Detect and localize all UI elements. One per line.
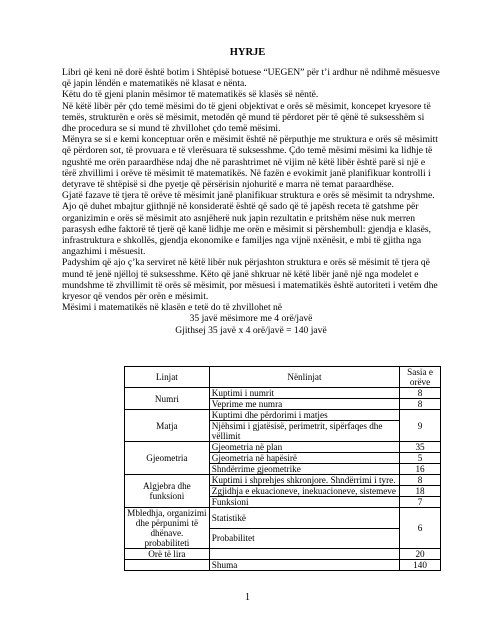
paragraph: Padyshim që ajo ç’ka serviret në këtë libër nuk përjashton struktura e orës së mësimit të tjera që mund të jenë njëlloj të suksesshme. Këto që janë shkruar në këtë libër janë një nga modelet e mundshme të zhvillimit të orës së mësimit, por mësuesi i matematikës është autoriteti i vetëm dhe kryesor që vendos për orën e mësimit. [62,257,438,303]
table-cell: 35 [400,442,441,453]
paragraph: Mënyra se si e kemi konceptuar orën e mësimit është në përputhje me struktura e orës së mësimitt që përdoren sot, të provuara e të vlerësuara të suksesshme. Çdo temë mësimi mësimi ka lidhje të ngushtë me orën paraardhëse ndaj dhe në parashtrimet në vijim në këtë libër është parë si një e tërë zhvillimi i orëve të mësimit të matematikës. Në fazën e evokimit janë planifikuar kontrolli i detyrave të shtëpisë si dhe pyetje që përsërisin njohuritë e marra në temat paraardhëse. [62,134,438,191]
table-cell: Probabilitet [209,528,399,549]
table-row [125,442,441,453]
table-header-row [125,367,441,388]
table-cell: Njëhsimi i gjatësisë, perimetrit, sipërfaqes dhe vëllimit [209,421,399,442]
table-cell: Veprime me numra [209,399,399,410]
table-cell: Gjeometria [125,442,210,475]
table-cell: Funksioni [209,497,399,508]
table-cell: 8 [400,388,441,399]
table-cell: Algjebra dhe funksioni [125,475,210,508]
table-cell: Gjeometria në hapësirë [209,453,399,464]
table-cell: Zgjidhja e ekuacioneve, inekuacioneve, sistemeve [209,486,399,497]
table-cell: Statistikë [209,508,399,529]
table-row [125,388,441,399]
table-row [125,549,441,560]
table-cell: 18 [400,486,441,497]
table-cell: Kuptimi dhe përdorimi i matjes [209,410,399,421]
table-cell: 20 [400,549,441,560]
table-cell: Gjeometria në plan [209,442,399,453]
paragraph: Këtu do të gjeni planin mësimor të matematikës së klasës së nëntë. [62,89,319,101]
column-header: Sasia e orëve [400,367,441,388]
table-cell: Matja [125,410,210,442]
table-cell: Kuptimi i shprehjes shkronjore. Shndërrimi i tyre. [209,475,399,486]
table-cell: Orë të lira [125,549,210,560]
summary-line: 35 javë mësimore me 4 orë/javë [189,313,313,325]
table-row [125,508,441,529]
table-cell: 6 [400,508,441,549]
table-row [125,475,441,486]
document-body [62,67,440,336]
paragraph: Në këtë libër për çdo temë mësimi do të gjeni objektivat e orës së mësimit, koncepet kryesore të temës, strukturën e orës së mësimit, metodën që mund të përdoret për të qënë të suksesshëm si dhe procedura se si mund të zhvillohet çdo temë mësimi. [62,100,431,135]
page-number: 1 [245,592,250,603]
table-cell: 7 [400,497,441,508]
table-cell: Shuma [209,560,399,571]
table-cell: 9 [400,410,441,442]
hours-table [124,366,441,571]
page-title: HYRJE [229,47,266,58]
paragraph: Gjatë fazave të tjera të orëve të mësimit janë planifikuar struktura e orës së mësimit ta ndryshme. [62,190,435,202]
table-cell: Shndërrime gjeometrike [209,464,399,475]
table-cell: Numri [125,388,210,410]
table-cell: 140 [400,560,441,571]
table-cell: Mbledhja, organizimi dhe përpunimi të dhënave. probabiliteti [125,508,210,549]
table-cell: 5 [400,453,441,464]
table-cell: 16 [400,464,441,475]
table-row [125,560,441,571]
table-cell: 8 [400,475,441,486]
table-cell [125,560,210,571]
column-header: Nënlinjat [209,367,399,388]
column-header: Linjat [125,367,210,388]
paragraph: Ajo që duhet mbajtur gjithnjë në konsideratë është që sado që të japësh receta të gatshme për organizimin e orës së mësimit ato asnjëherë nuk japin rezultatin e pritshëm nëse nuk merren parasysh edhe faktorë të tjerë që kanë lidhje me orën e mësimit si përshembull: gjendja e klasës, infrastruktura e shkollës, gjendja ekonomike e familjes nga vijnë nxënësit, e mbi të gjitha nga angazhimi i mësuesit. [62,201,431,258]
paragraph: Mësimi i matematikës në klasën e tetë do të zhvillohet në [62,302,283,314]
paragraph: Libri që keni në dorë është botim i Shtëpisë botuese “UEGEN” për t’i ardhur në ndihmë mësuesve që japin lëndën e matematikës në klasat e nënta. [62,67,440,90]
table-cell: 8 [400,399,441,410]
table-cell: Kuptimi i numrit [209,388,399,399]
table-cell [209,549,399,560]
summary-line: Gjithsej 35 javë x 4 orë/javë = 140 javë [175,324,327,336]
table-row [125,410,441,421]
